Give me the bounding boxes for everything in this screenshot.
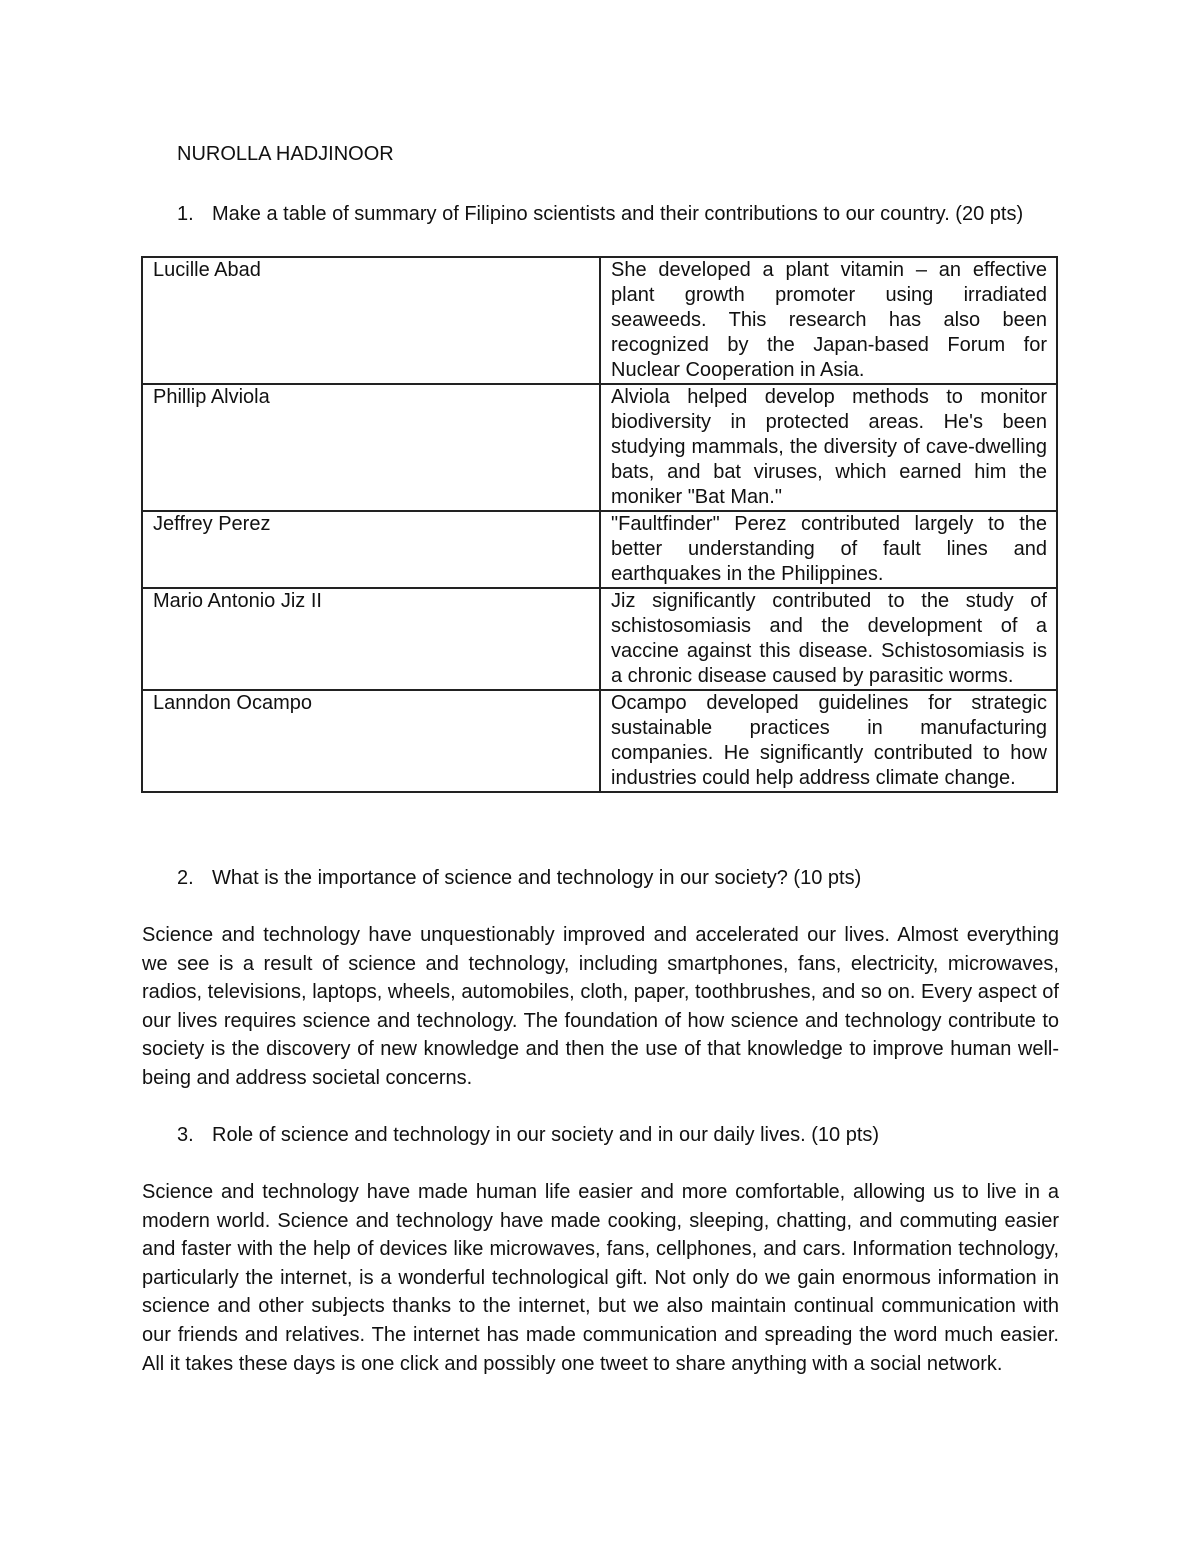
- question-text: Make a table of summary of Filipino scientists and their contributions to our country. (20 pts): [212, 203, 1024, 225]
- question-text: What is the importance of science and technology in our society? (10 pts): [212, 867, 862, 889]
- table-row: [142, 511, 1057, 588]
- answer-3-paragraph: Science and technology have made human life easier and more comfortable, allowing us to live in a modern world. Science and technology have made cooking, sleeping, chatting, and commuting easier and faster with the help of devices like microwaves, fans, cellphones, and cars. Information technology, particularly the internet, is a wonderful technological gift. Not only do we gain enormous information in science and other subjects thanks to the internet, but we also maintain continual communication with our friends and relatives. The internet has made communication and spreading the word much easier. All it takes these days is one click and possibly one tweet to share anything with a social network.: [142, 1181, 1059, 1375]
- question-3: [177, 1121, 1057, 1149]
- table-row: [142, 384, 1057, 511]
- scientists-table: [141, 256, 1058, 793]
- author-name: NUROLLA HADJINOOR: [177, 143, 394, 165]
- scientist-name: Mario Antonio Jiz II: [142, 588, 600, 690]
- table-row: [142, 588, 1057, 690]
- question-number: 3.: [177, 1124, 194, 1146]
- question-number: 1.: [177, 203, 194, 225]
- scientist-name: Lanndon Ocampo: [142, 690, 600, 792]
- table-row: [142, 690, 1057, 792]
- scientist-name: Jeffrey Perez: [142, 511, 600, 588]
- question-2: [177, 864, 1057, 892]
- scientist-contribution: She developed a plant vitamin – an effective plant growth promoter using irradiated seaweeds. This research has also been recognized by the Japan-based Forum for Nuclear Cooperation in Asia.: [600, 257, 1057, 384]
- question-number: 2.: [177, 867, 194, 889]
- scientist-name: Lucille Abad: [142, 257, 600, 384]
- scientist-contribution: Jiz significantly contributed to the study of schistosomiasis and the development of a vaccine against this disease. Schistosomiasis is a chronic disease caused by parasitic worms.: [600, 588, 1057, 690]
- answer-2-paragraph: Science and technology have unquestionably improved and accelerated our lives. Almost everything we see is a result of science and technology, including smartphones, fans, electricity, microwaves, radios, televisions, laptops, wheels, automobiles, cloth, paper, toothbrushes, and so on. Every aspect of our lives requires science and technology. The foundation of how science and technology contribute to society is the discovery of new knowledge and then the use of that knowledge to improve human well-being and address societal concerns.: [142, 924, 1059, 1089]
- scientist-contribution: "Faultfinder" Perez contributed largely to the better understanding of fault lines and earthquakes in the Philippines.: [600, 511, 1057, 588]
- scientist-name: Phillip Alviola: [142, 384, 600, 511]
- question-1: [177, 200, 1057, 228]
- scientist-contribution: Ocampo developed guidelines for strategic sustainable practices in manufacturing companies. He significantly contributed to how industries could help address climate change.: [600, 690, 1057, 792]
- question-text: Role of science and technology in our society and in our daily lives. (10 pts): [212, 1124, 880, 1146]
- scientist-contribution: Alviola helped develop methods to monitor biodiversity in protected areas. He's been studying mammals, the diversity of cave-dwelling bats, and bat viruses, which earned him the moniker "Bat Man.": [600, 384, 1057, 511]
- table-row: [142, 257, 1057, 384]
